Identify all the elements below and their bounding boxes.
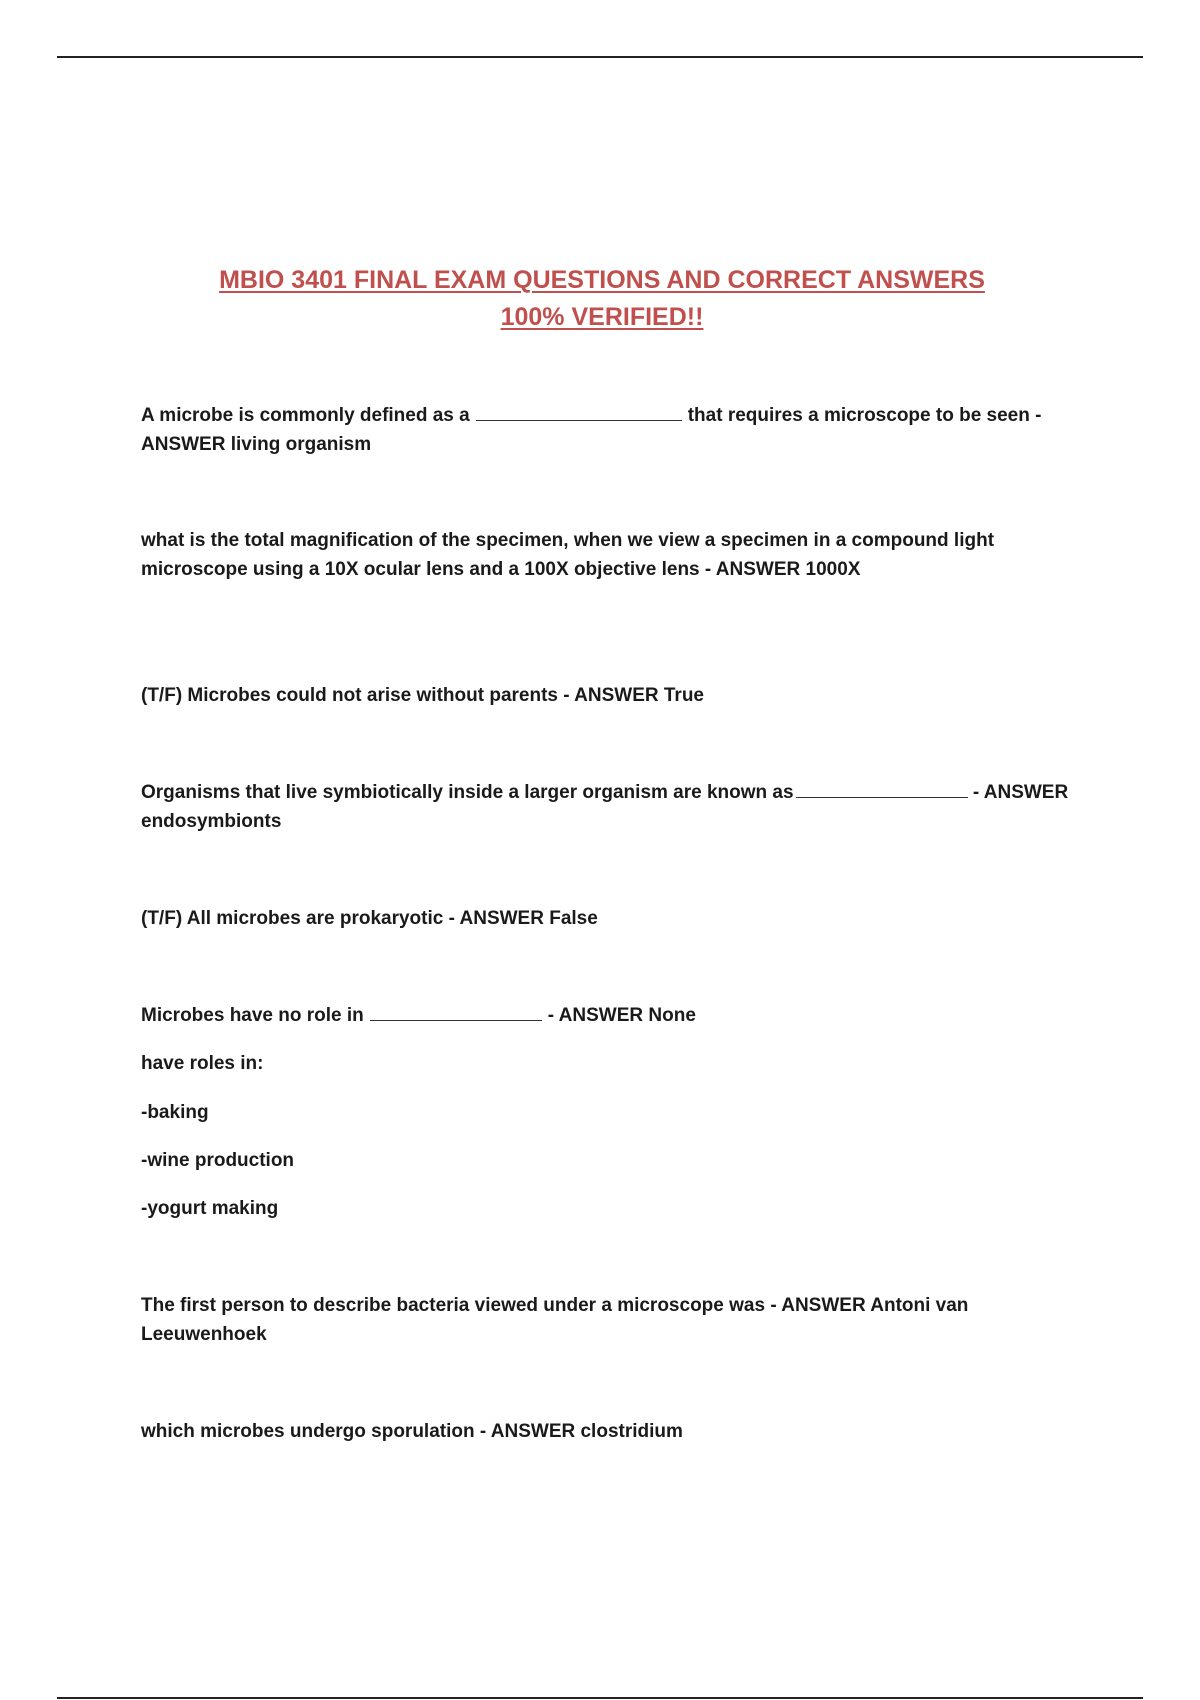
- qa-item-6: [141, 1002, 1071, 1031]
- qa-item-2: what is the total magnification of the specimen, when we view a specimen in a compound light microscope using a 10X ocular lens and a 100X objective lens - ANSWER 1000X: [141, 530, 995, 580]
- qa-item-7: The first person to describe bacteria viewed under a microscope was - ANSWER Antoni van Leeuwenhoek: [141, 1295, 969, 1345]
- answer-text: - ANSWER None: [547, 1005, 696, 1026]
- header-rule: [57, 56, 1143, 58]
- document-title: [140, 262, 1064, 336]
- footer-rule: [57, 1697, 1143, 1699]
- question-text: Organisms that live symbiotically inside a larger organism are known as: [141, 782, 794, 803]
- answer-subline: -wine production: [141, 1150, 295, 1171]
- title-line-1: MBIO 3401 FINAL EXAM QUESTIONS AND CORRECT ANSWERS: [219, 266, 985, 294]
- qa-item-3: (T/F) Microbes could not arise without parents - ANSWER True: [141, 685, 704, 706]
- answer-subline: have roles in:: [141, 1053, 264, 1074]
- question-text: Microbes have no role in: [141, 1005, 364, 1026]
- question-text: A microbe is commonly defined as a: [141, 405, 470, 426]
- title-line-2: 100% VERIFIED!!: [500, 303, 704, 331]
- qa-item-1: [141, 402, 1071, 459]
- answer-text: that requires a microscope to be seen - ANSWER living organism: [141, 405, 1042, 455]
- answer-text: - ANSWER endosymbionts: [141, 782, 1069, 832]
- answer-subline: -yogurt making: [141, 1198, 279, 1219]
- qa-item-4: [141, 779, 1071, 836]
- qa-item-8: which microbes undergo sporulation - ANSWER clostridium: [141, 1421, 683, 1442]
- fill-in-blank: [796, 779, 968, 798]
- qa-item-5: (T/F) All microbes are prokaryotic - ANSWER False: [141, 908, 598, 929]
- fill-in-blank: [370, 1002, 542, 1021]
- fill-in-blank: [476, 402, 682, 421]
- answer-subline: -baking: [141, 1102, 209, 1123]
